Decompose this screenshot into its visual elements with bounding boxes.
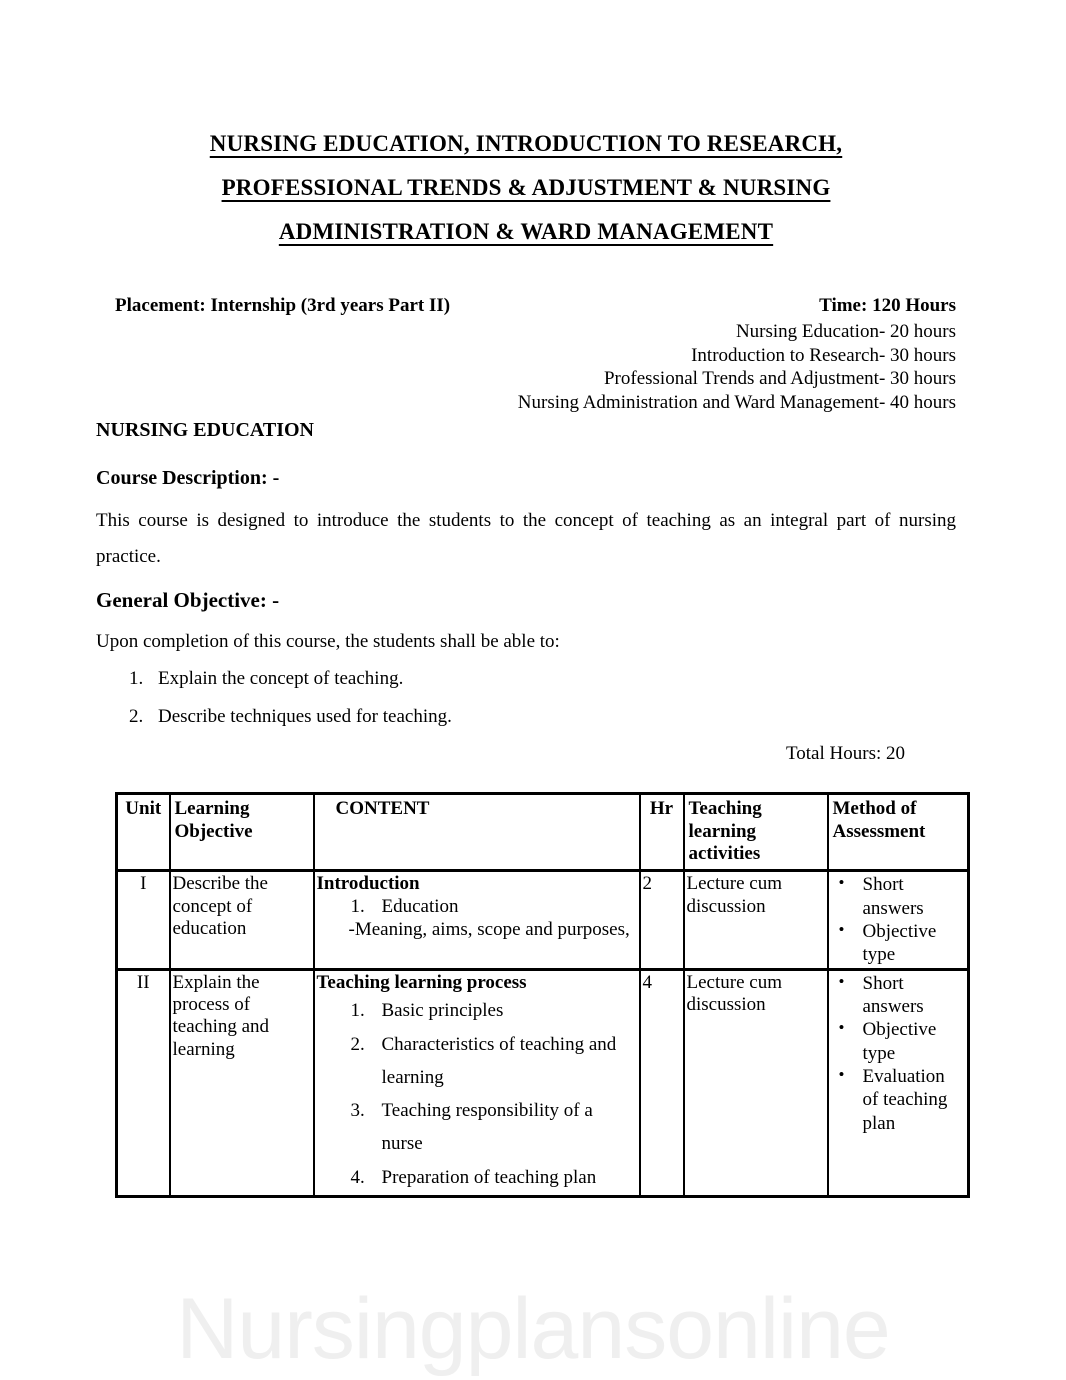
objective-item — [129, 705, 956, 730]
hr-value: 4 — [642, 971, 652, 993]
content-item — [351, 1094, 637, 1161]
content-item-number: 3. — [350, 1100, 365, 1122]
hours-breakdown — [96, 320, 956, 414]
objective-number: 1. — [129, 668, 144, 690]
content-title: Introduction — [316, 873, 420, 895]
assessment-item — [831, 1018, 966, 1065]
assessment-cell — [828, 871, 969, 969]
learning-objective-cell — [170, 871, 314, 969]
learning-objective-cell — [170, 969, 314, 1196]
course-description-label: Course Description: - — [96, 467, 280, 490]
course-description-text: This course is designed to introduce the students to the concept of teaching as an integral part of nursing practice. — [96, 510, 956, 567]
content-item — [351, 1161, 637, 1194]
objective-text: Describe techniques used for teaching. — [158, 706, 452, 728]
title-line-1: NURSING EDUCATION, INTRODUCTION TO RESEARCH, — [209, 131, 843, 156]
assessment-item — [831, 1065, 966, 1135]
content-note: -Meaning, aims, scope and purposes, — [348, 918, 630, 940]
unit-cell: II — [117, 969, 170, 1196]
assessment-item — [831, 972, 966, 1019]
bullet-icon: • — [838, 919, 845, 939]
objective-item — [129, 667, 956, 692]
assessment-item — [831, 920, 966, 967]
total-hours-label: Total Hours: 20 — [786, 742, 905, 764]
objective-intro: Upon completion of this course, the students shall be able to: — [96, 630, 560, 652]
content-item-text: Basic principles — [381, 1000, 504, 1022]
placement-time-row — [96, 294, 956, 318]
placement-label: Placement: Internship (3rd years Part II) — [115, 295, 451, 317]
content-item-number: 1. — [350, 1000, 365, 1022]
hours-line: Introduction to Research- 30 hours — [691, 344, 956, 366]
content-item-text: Teaching responsibility of a nurse — [381, 1100, 593, 1155]
learning-objective-text: Explain the process of teaching and learning — [172, 971, 270, 1060]
table-row — [117, 969, 969, 1196]
teaching-activities-cell — [684, 969, 828, 1196]
content-item-text: Characteristics of teaching and learning — [381, 1033, 617, 1088]
content-item-number: 2. — [350, 1033, 365, 1055]
content-item-text: Education — [381, 895, 459, 917]
content-cell — [314, 969, 640, 1196]
objective-number: 2. — [129, 706, 144, 728]
assessment-text: Evaluation of teaching plan — [862, 1066, 948, 1134]
header-method-assessment: Method of Assessment — [828, 793, 969, 870]
title-line-2: PROFESSIONAL TRENDS & ADJUSTMENT & NURSING — [221, 175, 831, 201]
assessment-text: Short answers — [862, 874, 924, 919]
syllabus-table — [115, 792, 970, 1198]
hours-line: Nursing Education- 20 hours — [735, 321, 956, 343]
assessment-cell — [828, 969, 969, 1196]
hr-cell — [640, 969, 684, 1196]
assessment-text: Objective type — [862, 1019, 937, 1064]
objective-text: Explain the concept of teaching. — [158, 668, 404, 690]
general-objective-label: General Objective: - — [96, 587, 280, 612]
content-item — [351, 896, 637, 919]
content-item-text: Preparation of teaching plan — [381, 1166, 597, 1188]
header-teaching-activities: Teaching learning activities — [684, 793, 828, 870]
content-cell — [314, 871, 640, 969]
header-learning-objective: Learning Objective — [170, 793, 314, 870]
unit-cell: I — [117, 871, 170, 969]
hours-line: Professional Trends and Adjustment- 30 hours — [603, 368, 956, 390]
table-header-row — [117, 793, 969, 870]
objective-list — [96, 667, 956, 729]
assessment-text: Short answers — [862, 972, 924, 1017]
content-item-number: 4. — [350, 1166, 365, 1188]
content-item-number: 1. — [350, 895, 365, 917]
bullet-icon: • — [838, 971, 845, 991]
header-hr: Hr — [640, 793, 684, 870]
section-heading: NURSING EDUCATION — [96, 419, 314, 442]
table-row — [117, 871, 969, 969]
hr-cell — [640, 871, 684, 969]
teaching-activities-text: Lecture cum discussion — [686, 971, 782, 1016]
assessment-item — [831, 873, 966, 920]
bullet-icon: • — [838, 873, 845, 893]
teaching-activities-text: Lecture cum discussion — [686, 873, 782, 917]
header-content: CONTENT — [314, 793, 640, 870]
hours-line: Nursing Administration and Ward Management- 40 hours — [517, 391, 956, 413]
assessment-text: Objective type — [862, 920, 937, 966]
teaching-activities-cell — [684, 871, 828, 969]
watermark-text: Nursingplansonline — [176, 1281, 890, 1377]
content-item — [351, 1028, 637, 1095]
header-unit: Unit — [117, 793, 170, 870]
content-title: Teaching learning process — [316, 971, 527, 993]
bullet-icon: • — [838, 1018, 845, 1038]
document-title — [96, 122, 956, 254]
time-label: Time: 120 Hours — [819, 295, 956, 317]
bullet-icon: • — [838, 1065, 845, 1085]
content-item — [351, 994, 637, 1027]
learning-objective-text: Describe the concept of education — [172, 873, 268, 939]
title-line-3: ADMINISTRATION & WARD MANAGEMENT — [278, 219, 774, 245]
hr-value: 2 — [642, 873, 652, 895]
